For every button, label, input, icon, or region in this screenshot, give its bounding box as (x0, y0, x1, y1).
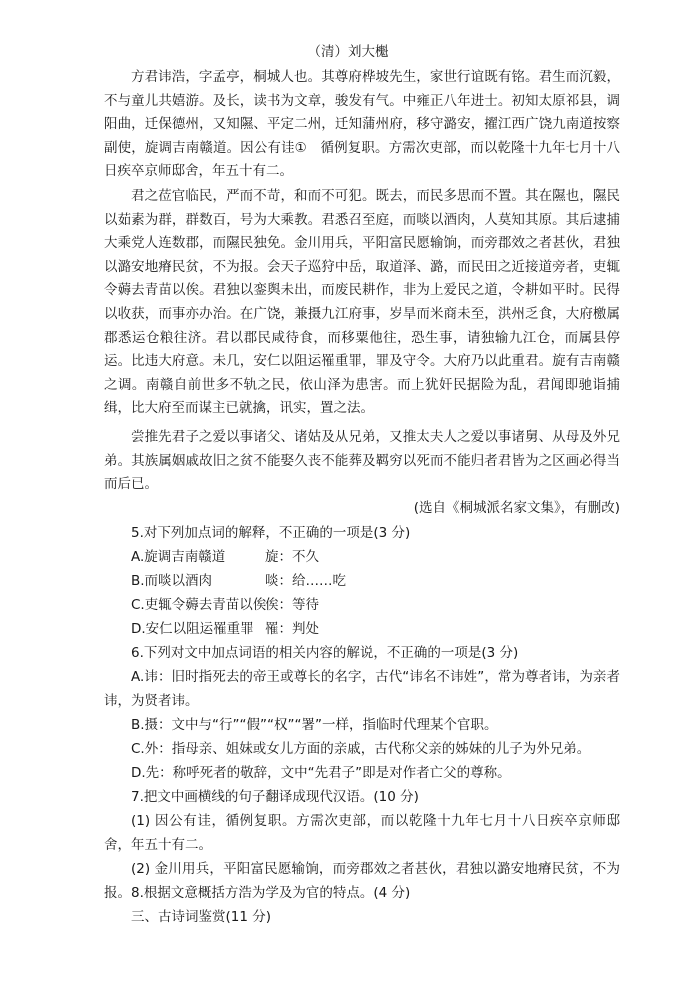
question-5-stem: 5.对下列加点词的解释，不正确的一项是(3 分) (131, 525, 411, 541)
option-explanation: 旋：不久 (265, 549, 319, 565)
question-5-option-a (131, 546, 319, 569)
option-text: D.安仁以阻运罹重罪 (131, 621, 254, 637)
question-5-option-c (131, 594, 319, 617)
option-explanation: 俟：等待 (265, 597, 319, 613)
question-6-option-c: C.外：指母亲、姐妹或女儿方面的亲戚，古代称父亲的姊妹的儿子为外兄弟。 (131, 741, 591, 757)
option-text: A.旋调吉南赣道 (131, 549, 226, 565)
question-6-option-a: A.讳：旧时指死去的帝王或尊长的名字，古代“讳名不讳姓”，常为尊者讳，为亲者讳，为贤者讳。 (104, 669, 620, 709)
option-text: C.吏辄令薅去青苗以俟 (131, 597, 267, 613)
question-7-stem: 7.把文中画横线的句子翻译成现代汉语。(10 分) (131, 789, 419, 805)
question-5-option-d (131, 618, 319, 641)
source-citation: (选自《桐城派名家文集》，有删改) (413, 500, 620, 516)
question-8-stem: 8.根据文意概括方浩为学及为官的特点。(4 分) (131, 885, 411, 901)
question-6-stem: 6.下列对文中加点词语的相关内容的解说，不正确的一项是(3 分) (131, 645, 519, 661)
paragraph-2: 君之莅官临民，严而不苛，和而不可犯。既去，而民多思而不置。其在隰也，隰民以茹素为群，群数百，号为大乘教。君悉召至庭，而啖以酒肉，人莫知其原。其后逮捕大乘党人连数郡，而隰民独免。金川用兵，平阳富民愿输饷，而旁郡效之者甚伙，君独以潞安地瘠民贫，不为报。会天子巡狩中岳，取道泽、潞，而民田之近接道旁者，吏辄令薅去青苗以俟。君独以銮舆未出，而废民耕作，非为上爱民之道，令耕如平时。民得以收获，而事亦办治。在广饶，兼摄九江府事，岁旱而米商未至，洪州乏食，大府檄属郡悉运仓粮往济。君以郡民咸待食，而移粟他往，恐生事，请独输九江仓，而属县停运。比违大府意。未几，安仁以阻运罹重罪，罪及守令。大府乃以此重君。旋有吉南赣之调。南赣自前世多不轨之民，依山泽为患害。而上犹奸民据险为乱，君闻即驰诣捕缉，比大府至而谋主已就擒，讯实，置之法。 (104, 188, 620, 417)
author-line: （清）刘大櫆 (307, 44, 389, 60)
section-3-heading: 三、古诗词鉴赏(11 分) (131, 909, 272, 925)
question-5-option-b (131, 570, 346, 593)
question-6-option-d: D.先：称呼死者的敬辞，文中“先君子”即是对作者亡父的尊称。 (131, 765, 511, 781)
option-explanation: 啖：给……吃 (265, 573, 346, 589)
paragraph-3: 尝推先君子之爱以事诸父、诸姑及从兄弟，又推太夫人之爱以事诸舅、从母及外兄弟。其族属姻戚故旧之贫不能娶久丧不能葬及羁穷以死而不能归者君皆为之区画必得当而后已。 (104, 429, 620, 493)
question-7-item-2: (2) 金川用兵，平阳富民愿输饷，而旁郡效之者甚伙，君独以潞安地瘠民贫，不为报。 (104, 861, 620, 901)
question-6-option-b: B.摄：文中与“行”“假”“权”“署”一样，指临时代理某个官职。 (131, 717, 498, 733)
option-text: B.而啖以酒肉 (131, 573, 213, 589)
paragraph-1: 方君讳浩，字孟亭，桐城人也。其尊府桦坡先生，家世行谊既有铭。君生而沉毅，不与童儿共嬉游。及长，读书为文章，骏发有气。中雍正八年进士。初知太原祁县，调阳曲，迁保德州，又知隰、平定二州，迁知蒲州府，移守潞安，擢江西广饶九南道按察副使，旋调吉南赣道。因公有诖① 循例复职。方需次吏部，而以乾隆十九年七月十八日疾卒京师邸舍，年五十有二。 (104, 69, 620, 180)
option-explanation: 罹：判处 (265, 621, 319, 637)
question-7-item-1: (1) 因公有诖，循例复职。方需次吏部，而以乾隆十九年七月十八日疾卒京师邸舍，年五十有二。 (104, 813, 620, 853)
